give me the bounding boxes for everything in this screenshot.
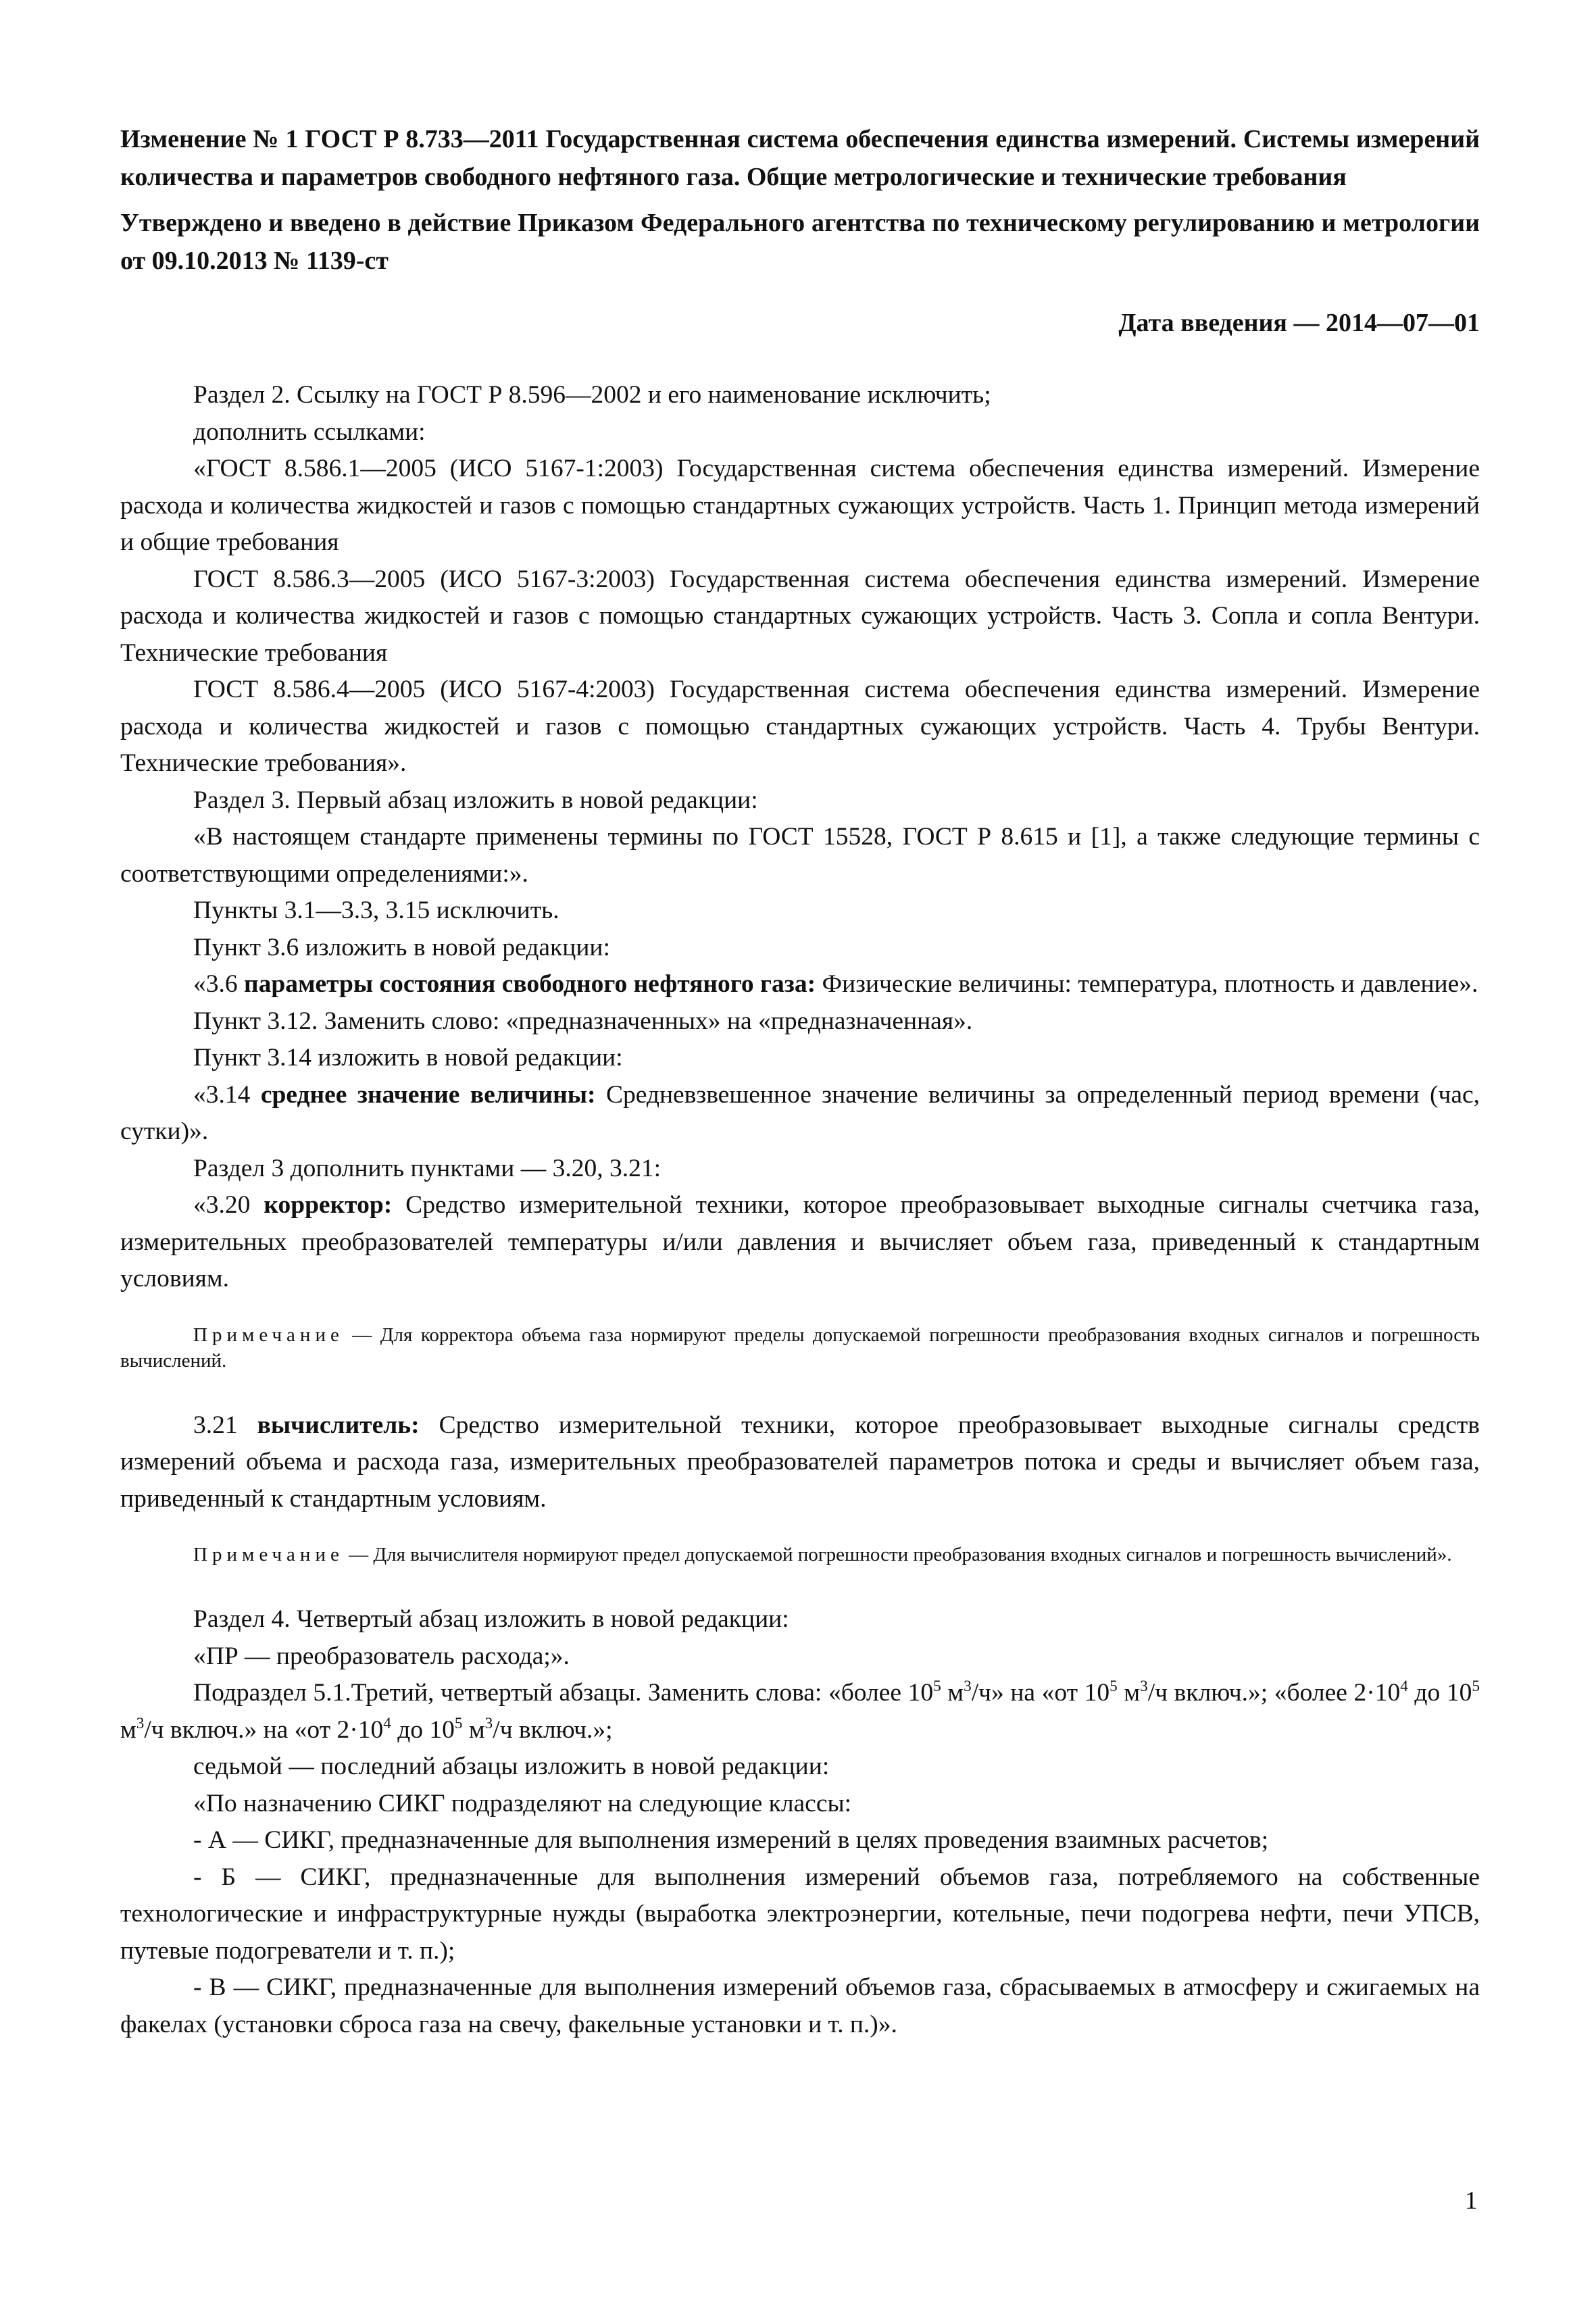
approval-note: Утверждено и введено в действие Приказом Федерального агентства по техническому регулированию и метрологии от 09.10.2013 № 1139-ст	[120, 209, 1480, 275]
text-run: м	[941, 1679, 964, 1707]
text-run: м	[462, 1715, 485, 1744]
text-run: Подраздел 5.1.Третий, четвертый абзацы. Заменить слова: «более 10	[193, 1679, 934, 1707]
note-label: Примечание	[193, 1324, 344, 1346]
paragraph: Пункт 3.12. Заменить слово: «предназначенных» на «предназначенная».	[193, 1007, 973, 1035]
list-item-class-v: - В — СИКГ, предназначенные для выполнения измерений объемов газа, сбрасываемых в атмосферу и сжигаемых на факелах (установки сброса газа на свечу, факельные установки и т. п.)».	[120, 1973, 1480, 2038]
paragraph: Пункт 3.6 изложить в новой редакции:	[193, 933, 610, 961]
text-run: м	[1117, 1679, 1141, 1707]
paragraph: Раздел 3 дополнить пунктами — 3.20, 3.21:	[193, 1154, 662, 1182]
term-number: 3.21	[193, 1411, 257, 1439]
term-text: Средство измерительной техники, которое преобразовывает выходные сигналы счетчика газа, измерительных преобразователей температуры и/или давления и вычисляет объем газа, приведенный к стандартным условиям.	[120, 1191, 1480, 1292]
text-run: до 10	[391, 1715, 455, 1744]
term-definition-3-14	[120, 1077, 1480, 1151]
note-label: Примечание	[193, 1544, 344, 1565]
text-run: /ч включ.» на «от 2·10	[144, 1715, 384, 1744]
superscript: 3	[964, 1678, 972, 1696]
term-text: Физические величины: температура, плотность и давление».	[816, 970, 1478, 998]
term-number: «3.20	[193, 1191, 264, 1219]
amendment-title: Изменение № 1 ГОСТ Р 8.733—2011 Государственная система обеспечения единства измерений. Системы измерений количества и параметров свободного нефтяного газа. Общие метрологические и технические требования	[120, 125, 1480, 191]
term-text: Средневзвешенное значение величины за определенный период времени (час, сутки)».	[120, 1080, 1480, 1145]
superscript: 3	[136, 1714, 145, 1732]
text-run: /ч включ.»; «более 2·10	[1147, 1679, 1401, 1707]
term-definition-3-21	[120, 1407, 1480, 1518]
paragraph: ГОСТ 8.586.4—2005 (ИСО 5167-4:2003) Государственная система обеспечения единства измерений. Измерение расхода и количества жидкостей и газов с помощью стандартных сужающих устройств. Часть 4. Трубы Вентури. Технические требования».	[120, 676, 1480, 777]
list-item-class-a: - А — СИКГ, предназначенные для выполнения измерений в целях проведения взаимных расчетов;	[193, 1826, 1269, 1854]
text-run: /ч включ.»;	[493, 1715, 613, 1744]
note-calculator	[120, 1542, 1480, 1567]
text-run: м	[120, 1715, 136, 1744]
paragraph: «В настоящем стандарте применены термины по ГОСТ 15528, ГОСТ Р 8.615 и [1], а также следующие термины с соответствующими определениями:».	[120, 823, 1480, 888]
note-text: — Для вычислителя нормируют предел допускаемой погрешности преобразования входных сигналов и погрешность вычислений».	[343, 1544, 1452, 1565]
paragraph: Пункты 3.1—3.3, 3.15 исключить.	[193, 897, 559, 924]
text-run: /ч» на «от 10	[971, 1679, 1110, 1707]
paragraph: седьмой — последний абзацы изложить в новой редакции:	[193, 1753, 830, 1780]
term-text: Средство измерительной техники, которое преобразовывает выходные сигналы средств измерений объема и расхода газа, измерительных преобразователей параметров потока и среды и вычисляет объем газа, приведенный к стандартным условиям.	[120, 1411, 1480, 1513]
superscript: 5	[1109, 1678, 1118, 1696]
term-name: параметры состояния свободного нефтяного газа:	[244, 970, 816, 998]
document-page	[120, 120, 1480, 2043]
page-number: 1	[1465, 2187, 1478, 2215]
term-name: среднее значение величины:	[260, 1080, 596, 1109]
term-number: «3.6	[193, 970, 244, 998]
superscript: 4	[1400, 1678, 1408, 1696]
superscript: 3	[484, 1714, 493, 1732]
paragraph: «ГОСТ 8.586.1—2005 (ИСО 5167-1:2003) Государственная система обеспечения единства измерений. Измерение расхода и количества жидкостей и газов с помощью стандартных сужающих устройств. Часть 1. Принцип метода измерений и общие требования	[120, 455, 1480, 556]
paragraph: ГОСТ 8.586.3—2005 (ИСО 5167-3:2003) Государственная система обеспечения единства измерений. Измерение расхода и количества жидкостей и газов с помощью стандартных сужающих устройств. Часть 3. Сопла и сопла Вентури. Технические требования	[120, 565, 1480, 667]
paragraph: Раздел 2. Ссылку на ГОСТ Р 8.596—2002 и его наименование исключить;	[193, 381, 991, 409]
paragraph: Раздел 3. Первый абзац изложить в новой редакции:	[193, 786, 758, 814]
effective-date: Дата введения — 2014—07—01	[1118, 309, 1480, 337]
paragraph: Пункт 3.14 изложить в новой редакции:	[193, 1044, 623, 1072]
term-name: вычислитель:	[257, 1411, 420, 1439]
paragraph: дополнить ссылками:	[193, 418, 426, 446]
superscript: 5	[933, 1678, 941, 1696]
list-item-class-b: - Б — СИКГ, предназначенные для выполнения измерений объемов газа, потребляемого на собственные технологические и инфраструктурные нужды (выработка электроэнергии, котельные, печи подогрева нефти, печи УПСВ, путевые подогреватели и т. п.);	[120, 1863, 1480, 1965]
paragraph: «По назначению СИКГ подразделяют на следующие классы:	[193, 1789, 852, 1817]
term-name: корректор:	[264, 1191, 393, 1219]
superscript: 3	[1140, 1678, 1148, 1696]
superscript: 5	[1472, 1678, 1480, 1696]
text-run: до 10	[1407, 1679, 1472, 1707]
paragraph-subsection-5-1	[120, 1675, 1480, 1749]
paragraph: «ПР — преобразователь расхода;».	[193, 1642, 570, 1670]
paragraph: Раздел 4. Четвертый абзац изложить в новой редакции:	[193, 1605, 789, 1633]
term-number: «3.14	[193, 1080, 261, 1109]
term-definition-3-20	[120, 1187, 1480, 1298]
superscript: 4	[383, 1714, 391, 1732]
superscript: 5	[454, 1714, 463, 1732]
term-definition-3-6	[120, 966, 1480, 1003]
note-corrector	[120, 1322, 1480, 1374]
document-body	[120, 377, 1480, 2043]
note-text: — Для корректора объема газа нормируют пределы допускаемой погрешности преобразования входных сигналов и погрешность вычислений.	[120, 1324, 1480, 1372]
